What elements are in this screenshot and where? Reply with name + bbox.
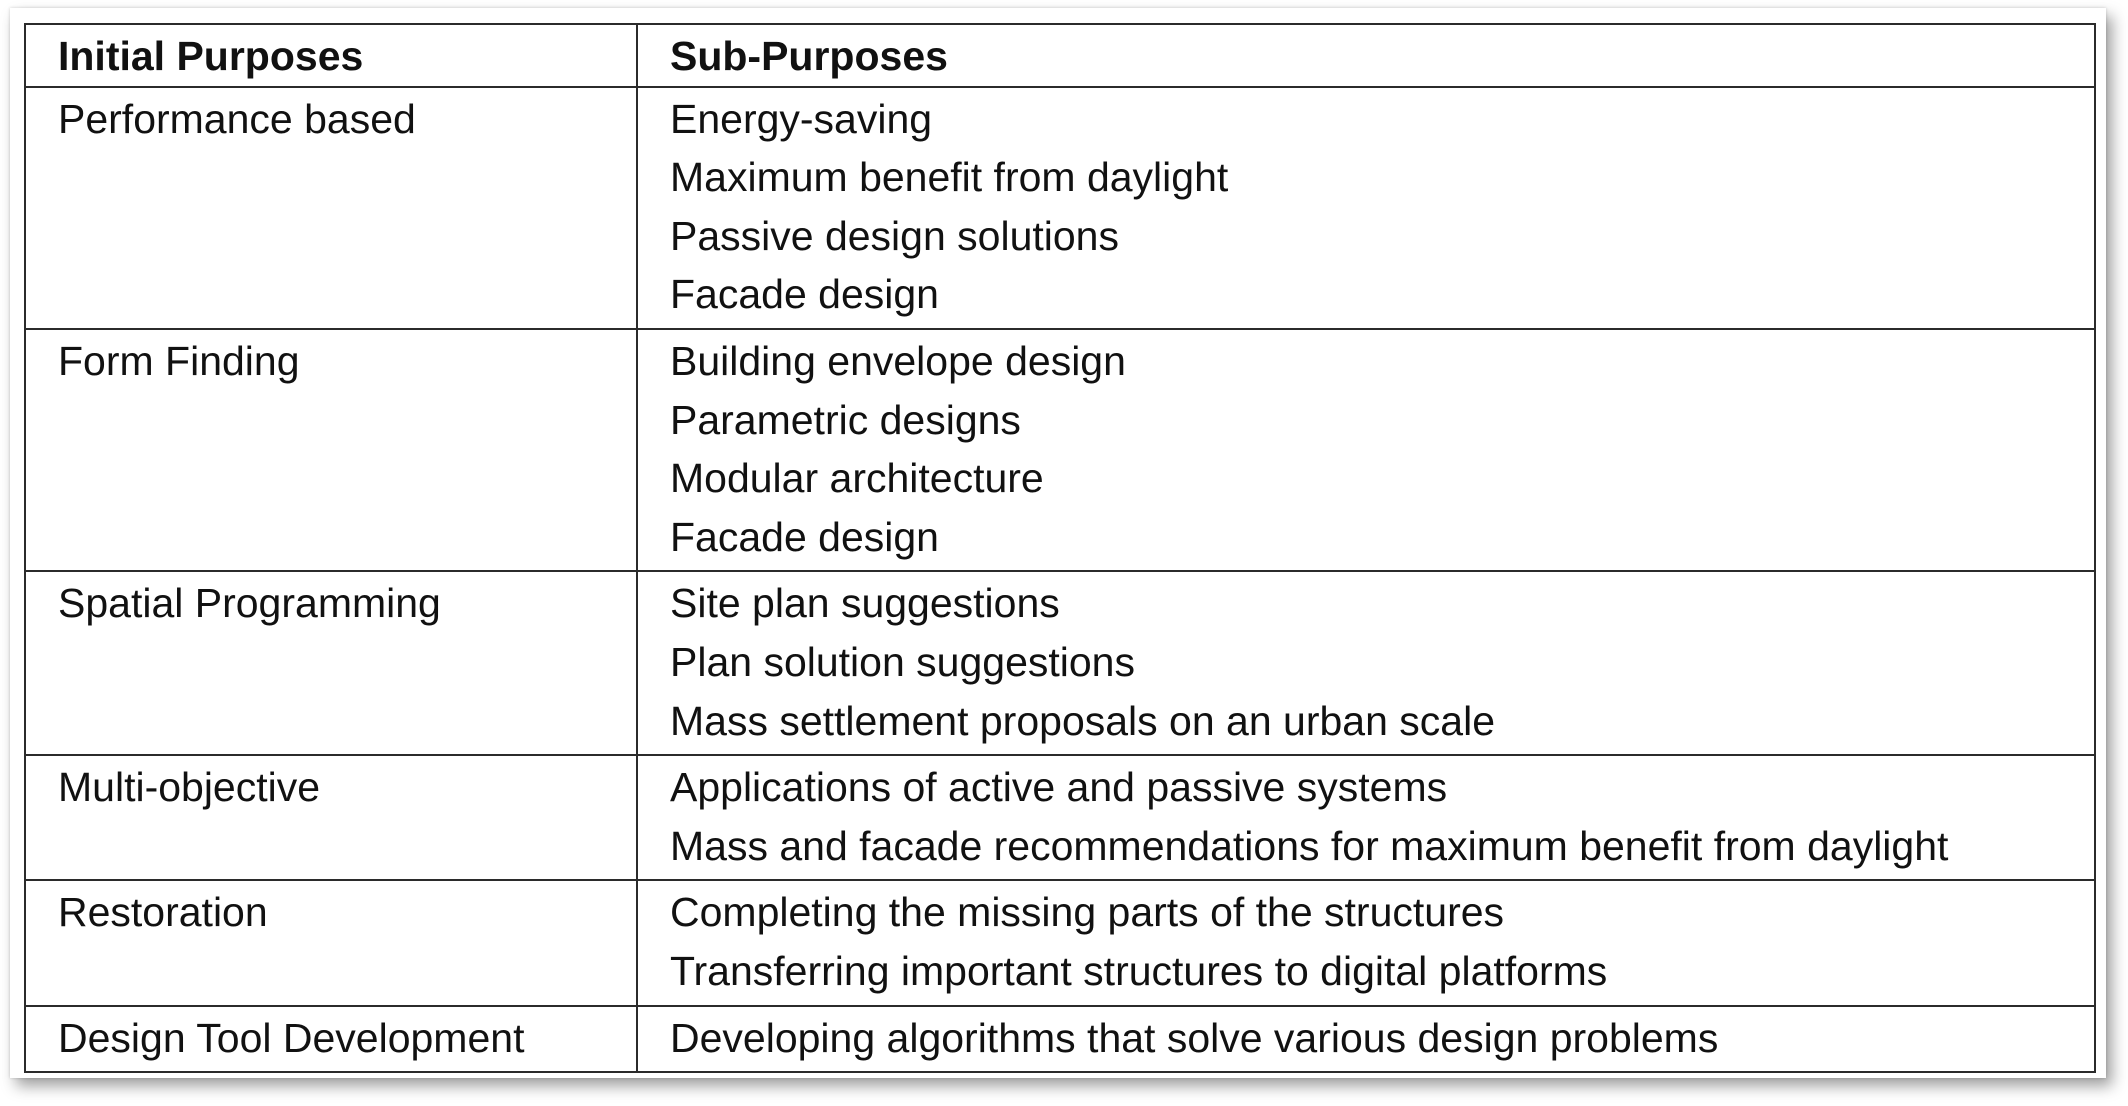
- table-body: [25, 87, 2095, 1073]
- sub-purpose-item: Building envelope design: [670, 337, 1126, 384]
- sub-purpose-item: Modular architecture: [670, 455, 1044, 502]
- sub-purpose-item: Plan solution suggestions: [670, 638, 1135, 685]
- table-row: [25, 755, 2095, 880]
- initial-purpose-cell: Performance based: [25, 87, 637, 329]
- table-row: [25, 329, 2095, 571]
- initial-purpose-cell: Restoration: [25, 880, 637, 1005]
- initial-purpose-cell: Multi-objective: [25, 755, 637, 880]
- purposes-table: [24, 23, 2096, 1073]
- sub-purpose-item: Facade design: [670, 271, 939, 318]
- sub-purpose-item: Site plan suggestions: [670, 580, 1060, 627]
- table-row: [25, 87, 2095, 329]
- header-sub-purposes: Sub-Purposes: [637, 24, 2095, 87]
- header-initial-purposes: Initial Purposes: [25, 24, 637, 87]
- sub-purpose-item: Maximum benefit from daylight: [670, 154, 1229, 201]
- table-row: [25, 571, 2095, 755]
- sub-purpose-item: Developing algorithms that solve various design problems: [670, 1014, 1719, 1061]
- sub-purposes-cell: [637, 880, 2095, 1005]
- sub-purpose-item: Mass and facade recommendations for maximum benefit from daylight: [670, 822, 1949, 869]
- sub-purpose-item: Parametric designs: [670, 396, 1021, 443]
- sub-purpose-item: Transferring important structures to digital platforms: [670, 947, 1608, 994]
- sub-purpose-item: Completing the missing parts of the structures: [670, 889, 1505, 936]
- table-card: [10, 8, 2106, 1078]
- table-header-row: [25, 24, 2095, 87]
- sub-purpose-item: Applications of active and passive systems: [670, 764, 1448, 811]
- sub-purpose-item: Energy-saving: [670, 95, 933, 142]
- sub-purposes-cell: [637, 329, 2095, 571]
- sub-purposes-cell: [637, 87, 2095, 329]
- sub-purpose-item: Mass settlement proposals on an urban scale: [670, 697, 1496, 744]
- initial-purpose-cell: Form Finding: [25, 329, 637, 571]
- sub-purposes-cell: [637, 571, 2095, 755]
- sub-purposes-cell: [637, 755, 2095, 880]
- sub-purposes-cell: [637, 1006, 2095, 1073]
- initial-purpose-cell: Spatial Programming: [25, 571, 637, 755]
- initial-purpose-cell: Design Tool Development: [25, 1006, 637, 1073]
- table-row: [25, 1006, 2095, 1073]
- sub-purpose-item: Facade design: [670, 513, 939, 560]
- sub-purpose-item: Passive design solutions: [670, 212, 1119, 259]
- table-row: [25, 880, 2095, 1005]
